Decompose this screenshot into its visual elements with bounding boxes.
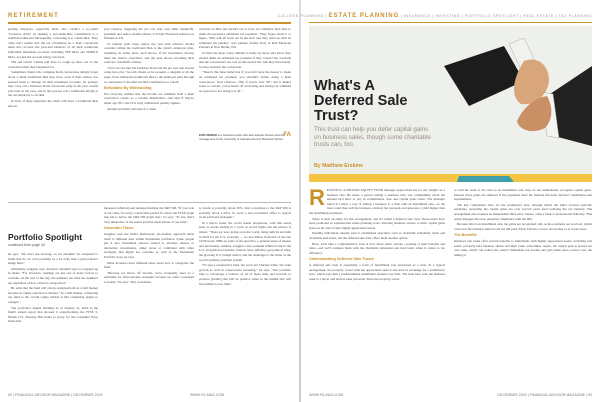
drop-cap: R [309,188,325,210]
paragraph: The end result? Clients will have to cough up more tax on the conversion than they bargained for. [8,60,98,69]
yellow-stripe [309,174,592,182]
headline-line: Trust? [314,108,359,124]
subhead: Befuddled By Withholding [104,86,152,91]
paragraph: The portfolio's largest holdings as of January 31, 2024 in the fund's annual report that showed it outperforming the FTSE 3-Month U.S. Treasury Bill Index (a proxy for the Consumer Price Index that [8,305,98,324]
paragraph: Sometimes clients who complete Roth conversions simply forget about a small traditional IRA they have, even if their advisor has pressed them to divulge all their retirement accounts. Or perhaps they carry out a backdoor Roth conversion early in the year, switch jobs later in the year, and in the process roll a traditional 401(k) at the old employer to an IRA. [8,70,98,98]
bio-text: is a freelance writer who also teaches finance and risk management at the University of Colorado Denver Business School. [199,133,285,141]
headline [314,79,408,124]
headline-line: What's A [314,78,375,94]
article-column-2 [454,188,592,388]
lower-column-2 [104,206,194,388]
continued-note: continued from page 44 [8,243,45,247]
author-bio [199,134,291,154]
paragraph: Deferred sale trusts offer several benefits to individuals with highly appreciated assets, including real estate, privately held business shares and high value collectibles. Again, the capital gain is spread out over time, which can reduce the seller's immediate tax burden and give them more control over the timing of [454,238,592,257]
paragraph: "Because we throw off income, we're frequently used as a substitute for fixed-income strategies because we aren't correlated to bonds," he says. "Our correlation [104,270,194,284]
paragraph: To remedy such cases, before the year ends advisors should consider rolling the traditional IRA to the client's employer plan, assuming its terms allow such moves. If the investment choices meet the client's objectives, and the plan allows incoming IRA rollovers, Sandhoffs advises. [104,41,194,65]
subhead: Uncertain Times [104,226,134,231]
paragraph: measures inflation) and underperforming the S&P 500. "If you look at our chart, for every conceivable period it's above the FTSE graph line but is below the S&P 500 graph line," he says. "To me, that's very illustrative of the return and risk expectations of our fund." [104,206,194,224]
paragraph: In both of these situations the client will have a traditional IRA end-of- [8,98,98,108]
column-2 [104,27,194,197]
paragraph: Another problem will arise if a client [107,106,156,111]
paragraph: To him, the most costly blunder is made by those who know they should make an estimated tax payment if they convert but conclude that the conversion's tax cost would exceed the cash they have handy. So they abandon the conversion. [199,50,291,69]
nav-rule [309,22,592,23]
paragraph: to bonds is probably about 30%. Our correlation to the S&P 500 is probably about a third. So we're a non-correlative offset to typical stock and bond strategies." [199,206,291,220]
headline-line: Deferred Sale [314,93,408,109]
footer-url: WWW.FA-MAG.COM [309,393,344,397]
author-byline: By Matthew Erskine [314,163,364,169]
paragraph: Because this is an installment sale, the gains are recognized only as the payments are received, which can lower the business seller's total tax bill paid if they fall into a lower tax bracket or at lower taxes. [454,222,592,231]
lead-text: ECENTLY, A PRIVATE EQUITY FUND manager approached me for my insight on a business sale. He knew a person selling a business who was complaining about the amount he'd have to pay in commissions, fees and capital gains taxes. The manager asked if I knew a way of selling a business to a trust with an installment sale—so the trust could then sell the business, reinvest the proceeds and generate a yield higher than the installment payments. [309,188,445,215]
page-footer-right: DECEMBER 2024 | FINANCIAL ADVISOR MAGAZINE | 53 [497,393,592,397]
paragraph: He adds that the fund will always underperform in a bull market because its equity exposure is limited. "In a bull market, comparing our fund to the overall equity market is like comparing apples to oranges." [8,286,98,304]
nav-after: | INSURANCE | INVESTING | PORTFOLIO SPOTLIGHT | REAL ESTATE | TAX PLANNING [400,14,592,18]
left-page [0,0,299,402]
nav-active-estate-planning: ESTATE PLANNING [328,13,400,19]
column-3 [199,27,291,132]
paragraph: pecting taxpayers, especially those who conduct a so-called "backdoor Roth" by making a non-deductible contribution to a traditional IRA and subsequently converting it to a Roth IRA. They often don't realize that the tax calculation on a Roth conversion takes into account the year-end balances of all their traditional individual retirement accounts, including SEP IRAs and SIMPLE IRAs, not just the account being converted. [8,27,98,59]
nav-before: COLLEGE PLANNING | [277,14,327,18]
paragraph: Guggino sees the fund's multi-asset, all-weather approach lends itself to different uses within investment portfolios. Some people put it into investment sleeves related to absolute returns or alternative investments, either alone or combined with other strategies that might not correlate as well as the Permanent Portfolio does, he says. [104,231,194,259]
page-footer-left: 52 | FINANCIAL ADVISOR MAGAZINE | DECEMBER 2024 [8,393,103,397]
paragraph: Not everyone realizes that the income tax withheld from a Roth conversion counts as a taxable distribution—and that if they're under age 59½, the 10% early withdrawal penalty applies. [104,91,194,105]
lower-column-1 [8,252,98,388]
lower-column-3 [199,206,291,388]
footer-url: WWW.FA-MAG.COM [190,393,225,397]
paragraph: or sold the asset to the trust as an installment sale, they do not immediately recognize capital gains. Instead, these gains are deferred if the payments meet the Internal Revenue Service's installment sale requirements. [454,188,592,202]
portfolio-spotlight-title: Portfolio Spotlight [8,232,83,242]
paragraph: There is such an entity for this arrangement, and it's called a deferred sale trust. These trusts have been promoted as sophisticated estate planning tools, allowing business owners to defer capital gains taxes on the sale of their highly appreciated assets. [309,216,445,230]
fa-end-mark: FA [283,132,291,138]
paragraph: year balance, triggering the pro rata rule, says Matt Sandhoffs, president and senior wealth advisor at Tobias Financial Advisors in Plantation, Fla. [104,27,194,41]
divider [8,202,291,203]
paragraph: "Now we can start the backdoor Roth and the pro rata rule doesn't come into play," he tells clients as he presents a diagram of all the steps, from rolling the traditional IRA to the employer plan through to conversion of the after-tax IRA contribution to a Roth. [104,65,194,84]
bio-name: ERIC REINER [199,133,218,137]
paragraph: Other investors have different ideas about how to categorize the fund. [104,260,194,270]
subhead: Understanding Deferred Sale Trusts [309,257,374,262]
paragraph: Wealthy individuals already turn to established structures such as charitable remainder trusts and charitable lead trusts, but the deferred sale trust offers them another option. [309,231,445,240]
right-page [277,0,600,402]
section-nav [277,13,592,19]
deck-subtitle: This trust can help you defer capital gains on business sales, though some charitable trusts can, too. [314,126,431,149]
article-column-1 [309,188,445,388]
subhead: The Benefits [454,233,477,238]
lead-paragraph [309,188,445,216]
paragraph: Here, we'll take a comprehensive look at how these trusts operate—looking at their benefits and risks—and we'll compare them with the charitable remainder and lead trusts when it comes to tax efficiency. [309,241,445,255]
paragraph: "It's just a constructive fund, but we're not Chicken Little. We want growth as well as conservative investing," he says. "Our portfolio tries to encourage a balance of all of these risks and rewards to produce [results] that will be positive when in the middle that will beat inflation over time." [199,263,291,286]
paragraph: Ultimately, Guggino says, investors shouldn't get too wrapped up in labels. "For investors, rankings are just one of many factors to consider. At the end of the day, the numbers are what the numbers are regardless of how a fund is categorized." [8,266,98,285]
left-sleeve [444,46,524,106]
paragraph: converts an IRA and decides not to have tax withheld, then fails to make the necessary estimated tax payment. "They forget about it or figure, 'This will all work out in the end,' and they wind up with an estimated tax penalty," says planner Jeremy Keil, of Keil Financial Partners in New Berlin, Wis. [199,27,291,50]
paragraph: "There's this false belief that if you don't have the money to make an estimated tax payment, you shouldn't bother doing a Roth conversion," Keil observes. "But if you're over 59½ and it makes sense to convert, you're better off converting and having tax withheld as opposed to not doing it at all." [199,70,291,93]
section-label: RETIREMENT [8,13,59,19]
paragraph: A deferred sale trust is essentially a form of installment sale structured as a trust. In a typical arrangement, the property owner sells the appreciated asset to the trust in exchange for a promissory note, which pays him a predetermined installment amount over time. The trust later sells the business asset to a buyer and invests sales proceeds. Since the property owner [309,262,445,281]
paragraph: In a macro sense, the world seems prosperous, with risk assets such as stocks trading in a cycle at record highs, but the picture is mixed. "There are wars going on in the world, rising deficits and debt in 2024 for the U.S. economy — no less differs from that of the late 1970s/early-1980s in some of the specifics, a general sense of unease and uncertainty remains. Guggino cites potential inflation risk in the U.S. and global economies, interest rates, inflation, geopolitical risks, the growing U.S. budget deficit, and the challenge to the dollar as the world's primary payment system. [199,220,291,262]
paragraph: he says. "We don't use leverage, so we shouldn't be compared to funds that do. So we'd probably be a lot risky than a global macro hedge fund." [8,252,98,266]
section-rule [8,22,291,24]
paragraph: The key components here are the promissory note, through which the seller receives periodic payments, spreading the capital gains tax over several years (and reducing the tax burden). The arrangement also requires an independent third-party trustee, often a bank or professional fiduciary. This entity manages the trust, ensuring compliance with the IRS. [454,202,592,221]
column-1 [8,27,98,197]
teal-accent [457,176,514,182]
